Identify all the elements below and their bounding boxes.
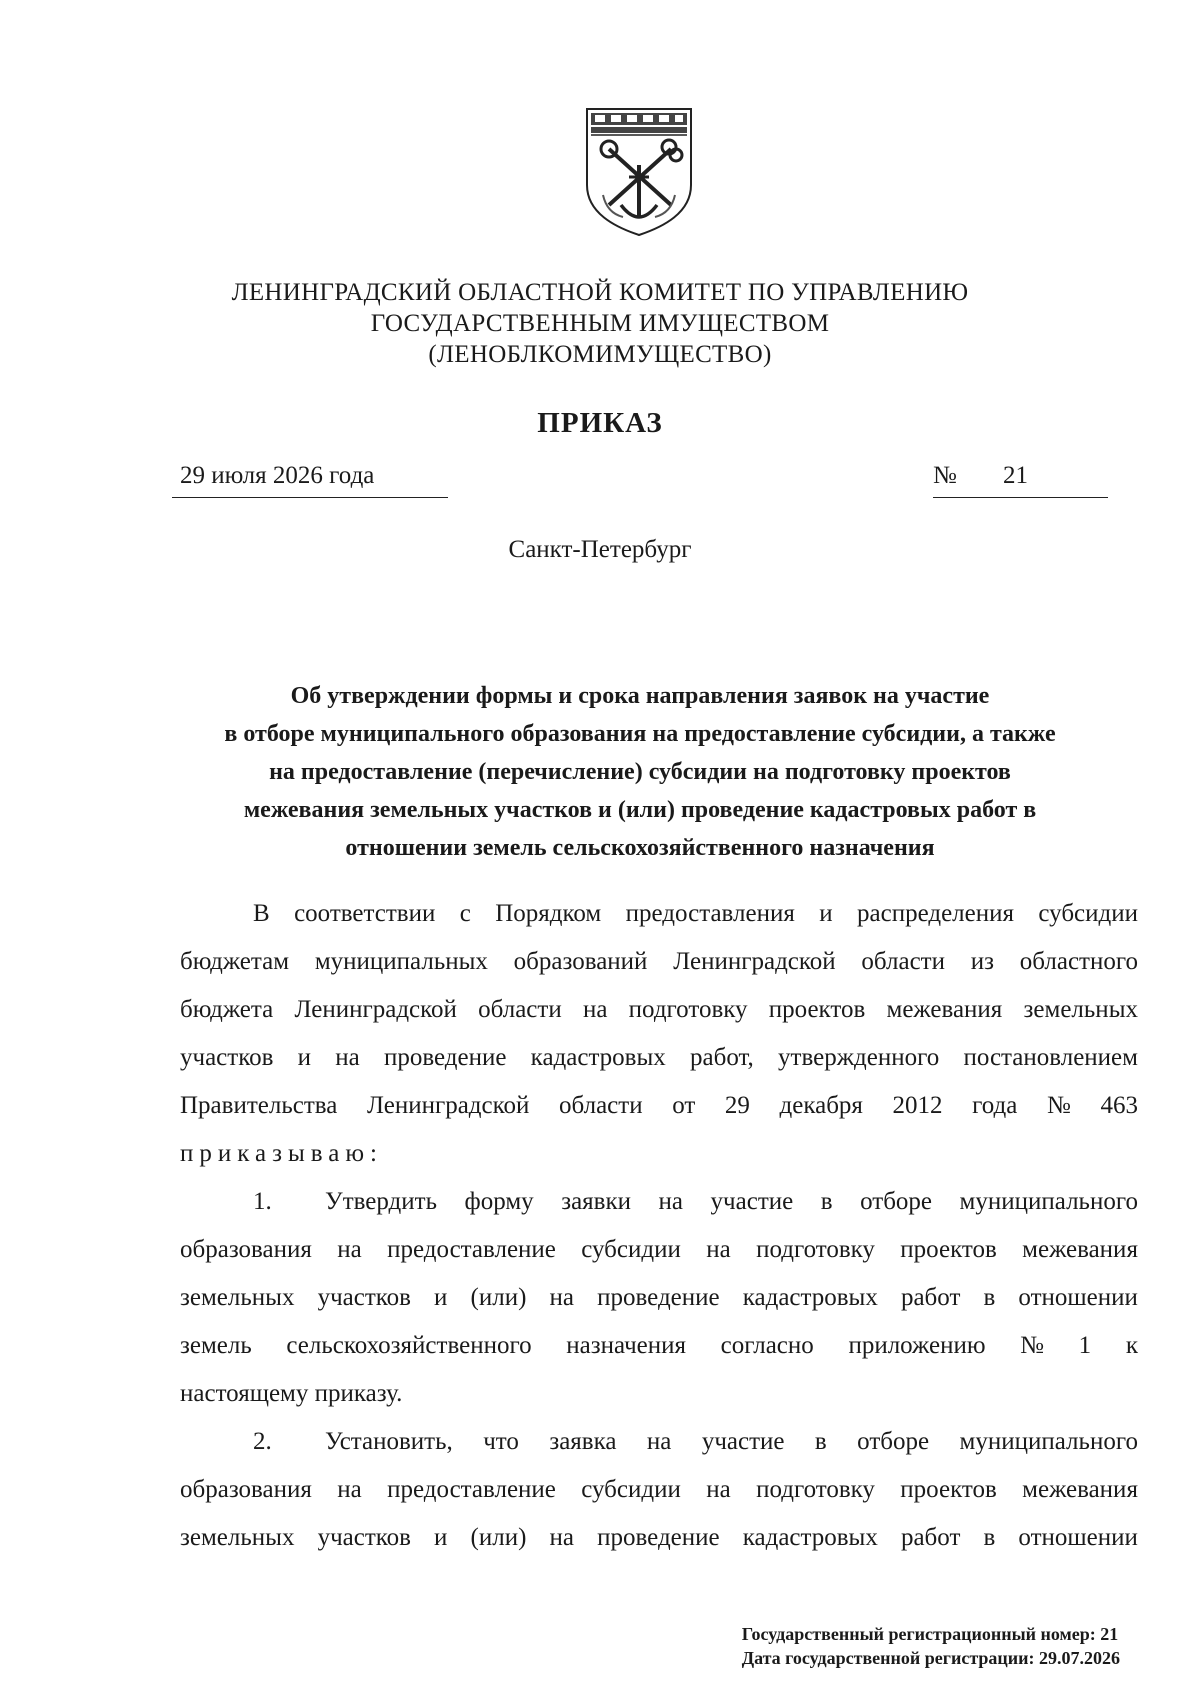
item-2-first-line [180, 1418, 1138, 1466]
organization-name [0, 277, 1200, 370]
document-subject [160, 677, 1120, 867]
item-number: 2. [253, 1428, 272, 1455]
item-text: Установить, что заявка на участие в отборе муниципального [325, 1428, 1138, 1455]
preamble-line: Правительства Ленинградской области от 29 декабря 2012 года № 463 [180, 1092, 1138, 1119]
subject-line: межевания земельных участков и (или) проведение кадастровых работ в [243, 797, 1037, 823]
org-line-3: (ЛЕНОБЛКОМИМУЩЕСТВО) [428, 341, 772, 368]
subject-line: Об утверждении формы и срока направления заявок на участие [290, 683, 990, 709]
number-label: № [933, 462, 957, 489]
item-2-line: образования на предоставление субсидии на подготовку проектов межевания [180, 1476, 1138, 1503]
subject-line: отношении земель сельскохозяйственного назначения [345, 835, 935, 861]
preamble-line: бюджетам муниципальных образований Ленинградской области из областного [180, 948, 1138, 975]
registration-info [742, 1622, 1120, 1670]
item-1-line: образования на предоставление субсидии на подготовку проектов межевания [180, 1236, 1138, 1263]
item-text: Утвердить форму заявки на участие в отборе муниципального [325, 1188, 1138, 1215]
org-line-1: ЛЕНИНГРАДСКИЙ ОБЛАСТНОЙ КОМИТЕТ ПО УПРАВЛЕНИЮ [231, 279, 969, 306]
document-body [180, 890, 1138, 1562]
document-date: 29 июля 2026 года [172, 462, 448, 498]
document-number-field [933, 462, 1108, 498]
item-1-first-line [180, 1178, 1138, 1226]
preamble-line: бюджета Ленинградской области на подготовку проектов межевания земельных [180, 996, 1138, 1023]
preamble-line: участков и на проведение кадастровых работ, утвержденного постановлением [180, 1044, 1138, 1071]
coat-of-arms-emblem [583, 105, 695, 237]
item-1-line: настоящему приказу. [180, 1380, 403, 1407]
item-1-line: земельных участков и (или) на проведение кадастровых работ в отношении [180, 1284, 1138, 1311]
document-type: ПРИКАЗ [537, 407, 663, 439]
document-number: 21 [1003, 462, 1028, 489]
registration-date: Дата государственной регистрации: 29.07.2026 [741, 1648, 1120, 1668]
registration-number: Государственный регистрационный номер: 21 [741, 1624, 1119, 1644]
item-number: 1. [253, 1188, 272, 1215]
item-2-line: земельных участков и (или) на проведение кадастровых работ в отношении [180, 1524, 1138, 1551]
decree-word: приказываю: [180, 1140, 383, 1167]
preamble-line: В соответствии с Порядком предоставления и распределения субсидии [253, 900, 1138, 927]
item-1-line: земель сельскохозяйственного назначения согласно приложению № 1 к [180, 1332, 1138, 1359]
org-line-2: ГОСУДАРСТВЕННЫМ ИМУЩЕСТВОМ [370, 310, 830, 337]
subject-line: на предоставление (перечисление) субсидии на подготовку проектов [269, 759, 1011, 785]
subject-line: в отборе муниципального образования на предоставление субсидии, а также [224, 721, 1056, 747]
document-city: Санкт-Петербург [508, 536, 692, 563]
